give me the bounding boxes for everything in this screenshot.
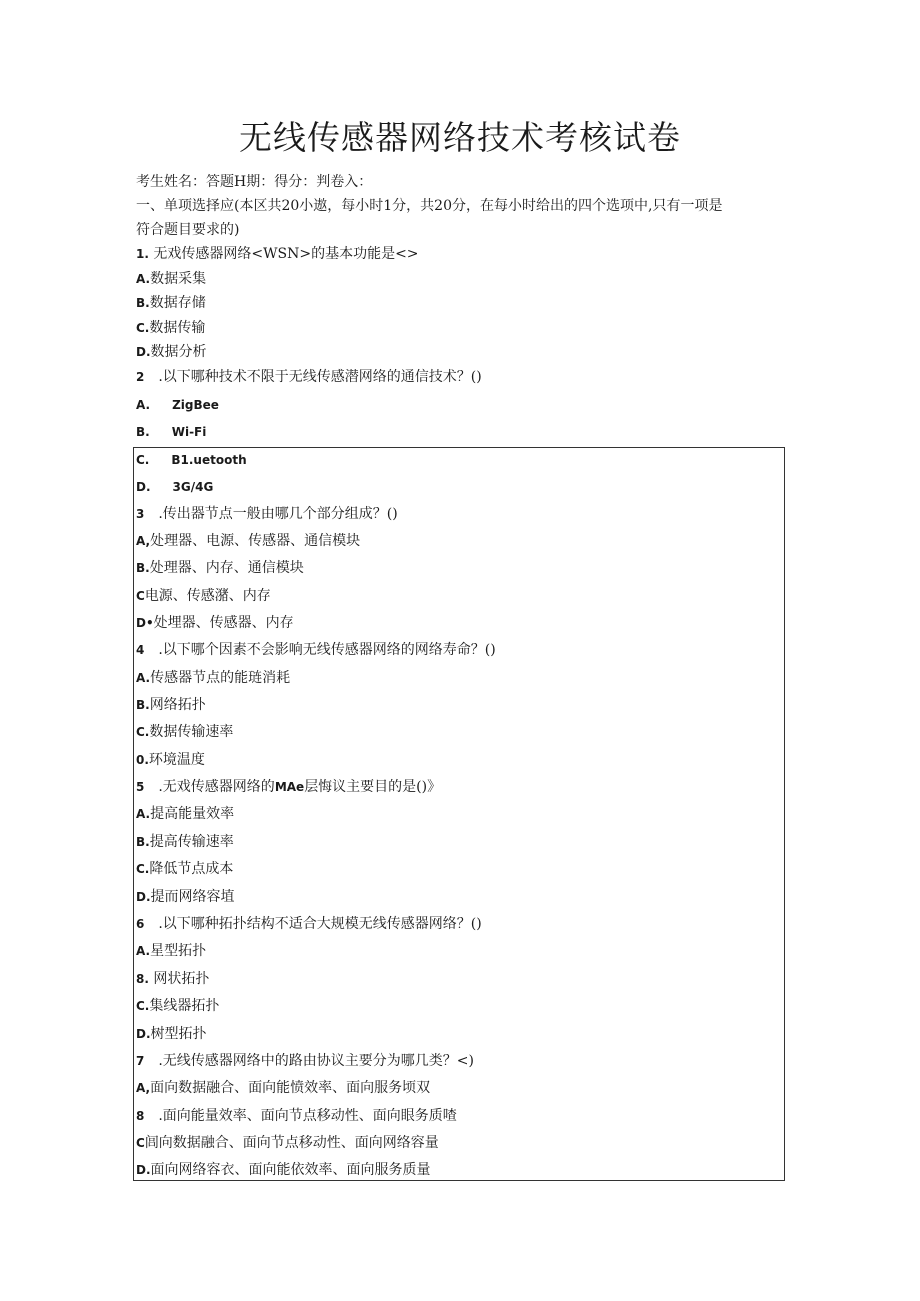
option-key: C. bbox=[136, 725, 150, 739]
option bbox=[136, 695, 206, 715]
option-text: 星型拓扑 bbox=[150, 943, 207, 959]
question-2 bbox=[136, 367, 482, 387]
option bbox=[136, 269, 206, 289]
option bbox=[136, 832, 234, 852]
question-text-latin: MAe bbox=[274, 780, 305, 794]
option bbox=[136, 996, 219, 1016]
option bbox=[136, 293, 206, 313]
option-text: ZigBee bbox=[172, 398, 219, 412]
question-text-tail: 层悔议主要目的是()》 bbox=[304, 779, 442, 795]
question-text: 无戏传感器网络<WSN>的基本功能是<> bbox=[153, 246, 419, 262]
option-key: A. bbox=[136, 944, 151, 958]
exam-title: 无线传感器网络技术考核试卷 bbox=[239, 118, 681, 157]
option-text: 环境温度 bbox=[148, 752, 205, 768]
option-key: B. bbox=[136, 561, 150, 575]
question-3 bbox=[136, 504, 398, 524]
option-key: A. bbox=[136, 272, 151, 286]
option-key: C. bbox=[136, 453, 150, 467]
option-text: 降低节点成本 bbox=[149, 861, 234, 877]
question-number: 4 bbox=[136, 643, 145, 657]
question-number: 5 bbox=[136, 780, 145, 794]
option-text: 数据传输速率 bbox=[149, 724, 234, 740]
option bbox=[136, 342, 207, 362]
option-key: B. bbox=[136, 296, 150, 310]
option-text: 电源、传感潴、内存 bbox=[144, 588, 271, 604]
option bbox=[136, 477, 213, 497]
option-key: A, bbox=[136, 1081, 151, 1095]
option bbox=[136, 558, 304, 578]
option-key: D. bbox=[136, 1163, 151, 1177]
question-text: .以下哪种技术不限于无线传感潜网络的通信技术？() bbox=[158, 369, 482, 385]
option bbox=[136, 969, 209, 989]
option-key: 8 bbox=[136, 1109, 145, 1123]
option-key: D. bbox=[136, 480, 151, 494]
option bbox=[136, 450, 247, 470]
question-text: .无戏传感器网络的 bbox=[158, 779, 275, 795]
question-text: .以下哪种拓扑结构不适合大规模无线传感器网络？() bbox=[158, 916, 482, 932]
option bbox=[136, 750, 205, 770]
option-text: B1.uetooth bbox=[171, 453, 247, 467]
header-info: 考生姓名：答题H期：得分：判卷入： bbox=[136, 174, 373, 190]
question-number: 7 bbox=[136, 1054, 145, 1068]
option bbox=[136, 318, 205, 338]
option bbox=[136, 859, 233, 879]
option-text: 处埋器、传感器、内存 bbox=[153, 615, 294, 631]
option-key: A. bbox=[136, 807, 151, 821]
option bbox=[136, 613, 294, 633]
option-key: D. bbox=[136, 890, 151, 904]
option-key: D. bbox=[136, 345, 151, 359]
question-1 bbox=[136, 244, 419, 264]
option-text: 数据存储 bbox=[149, 295, 206, 311]
option-text: 3G/4G bbox=[172, 480, 214, 494]
option bbox=[136, 1078, 430, 1098]
question-number: 3 bbox=[136, 507, 145, 521]
section-instructions-line2: 符合题目要求的) bbox=[136, 222, 240, 238]
option bbox=[136, 395, 219, 415]
option-key: D• bbox=[136, 616, 154, 630]
option-key: A. bbox=[136, 398, 151, 412]
option-text: 数据传输 bbox=[149, 320, 206, 336]
option-text: 处理器、内存、通信模块 bbox=[149, 560, 304, 576]
option-text: 网络拓扑 bbox=[149, 697, 206, 713]
option-key: A. bbox=[136, 671, 151, 685]
option-key: B. bbox=[136, 835, 150, 849]
option-text: 数据分析 bbox=[150, 344, 207, 360]
question-6 bbox=[136, 914, 482, 934]
option-text: 提而网络容埴 bbox=[150, 889, 235, 905]
option-text: Wi-Fi bbox=[171, 425, 207, 439]
option-text: 处理器、电源、传感器、通信模块 bbox=[150, 533, 361, 549]
option-key: C. bbox=[136, 321, 150, 335]
option bbox=[136, 1106, 457, 1126]
option-key: 8. bbox=[136, 972, 149, 986]
option bbox=[136, 586, 271, 606]
question-number: 1. bbox=[136, 247, 149, 261]
option bbox=[136, 668, 290, 688]
option-text: 传感器节点的能琏消耗 bbox=[150, 670, 291, 686]
option-text: 面向网络容衣、面向能依效率、面向服务质量 bbox=[150, 1162, 431, 1178]
option-text: 树型拓扑 bbox=[150, 1026, 207, 1042]
question-text: .传出器节点一般由哪几个部分组成？() bbox=[158, 506, 398, 522]
option bbox=[136, 887, 235, 907]
question-number: 2 bbox=[136, 370, 145, 384]
option-key: B. bbox=[136, 698, 150, 712]
option-key: C. bbox=[136, 862, 150, 876]
option bbox=[136, 1160, 431, 1180]
option bbox=[136, 1024, 207, 1044]
option-key: D. bbox=[136, 1027, 151, 1041]
section-instructions-line1: 一、单项选择应(本区共20小遨，每小时1分，共20分，在每小时给出的四个选项中,只有一项是 bbox=[136, 198, 723, 214]
option-text: 数据采集 bbox=[150, 271, 207, 287]
question-4 bbox=[136, 640, 496, 660]
option-text: 集线器拓扑 bbox=[149, 998, 220, 1014]
option-key: B. bbox=[136, 425, 150, 439]
option-key: A, bbox=[136, 534, 151, 548]
option-text: .面向能量效率、面向节点移动性、面向眼务质喳 bbox=[158, 1108, 457, 1124]
option-text: 面向数据融合、面向能愤效率、面向服务顷双 bbox=[150, 1080, 431, 1096]
option-key: C. bbox=[136, 999, 150, 1013]
question-text: .以下哪个因素不会影响无线传感器网络的网络寿命？() bbox=[158, 642, 496, 658]
option-text: 提高传输速率 bbox=[149, 834, 234, 850]
option bbox=[136, 422, 206, 442]
option bbox=[136, 804, 234, 824]
question-5 bbox=[136, 777, 441, 797]
option-text: 提高能量效率 bbox=[150, 806, 235, 822]
option-text: 闾向数据融合、面向节点移动性、面向网络容量 bbox=[144, 1135, 439, 1151]
option bbox=[136, 531, 360, 551]
option-key: 0. bbox=[136, 753, 149, 767]
question-text: .无线传感器网络中的路由协议主要分为哪几类？<) bbox=[158, 1053, 475, 1069]
option-text: 网状拓扑 bbox=[153, 971, 210, 987]
option bbox=[136, 722, 233, 742]
option bbox=[136, 941, 206, 961]
option-key: C bbox=[136, 589, 145, 603]
option bbox=[136, 1133, 439, 1153]
option-key: C bbox=[136, 1136, 145, 1150]
question-7 bbox=[136, 1051, 474, 1071]
question-number: 6 bbox=[136, 917, 145, 931]
